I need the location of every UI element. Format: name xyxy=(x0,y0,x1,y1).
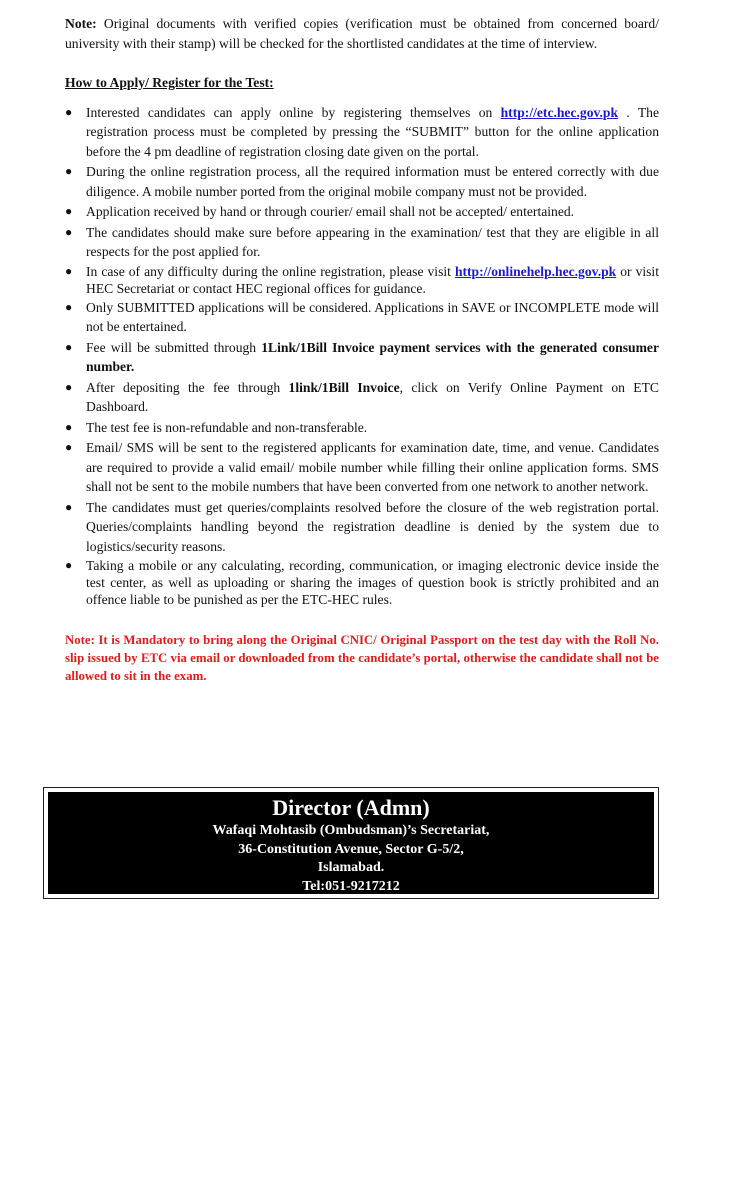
bullet-icon: ● xyxy=(65,299,73,314)
bullet-icon: ● xyxy=(65,499,73,514)
bullet-icon: ● xyxy=(65,379,73,394)
list-item: ● The candidates should make sure before appearing in the examination/ test that they are eligible in all respects for the post applied for. xyxy=(65,224,659,259)
bullet-icon: ● xyxy=(65,164,73,178)
bullet-icon: ● xyxy=(65,204,73,218)
bullet-icon: ● xyxy=(65,224,73,239)
note-label: Note: xyxy=(65,16,97,31)
bullet-icon: ● xyxy=(65,104,73,119)
list-item: ● Application received by hand or through courier/ email shall not be accepted/ entertained. xyxy=(65,202,659,222)
list-item: ● Fee will be submitted through 1Link/1Bill Invoice payment services with the generated consumer number. xyxy=(65,339,659,374)
document-page xyxy=(65,14,659,685)
contact-address: 36-Constitution Avenue, Sector G-5/2, xyxy=(238,841,464,857)
list-item: ● After depositing the fee through 1link/1Bill Invoice, click on Verify Online Payment on ETC Dashboard. xyxy=(65,379,659,414)
how-to-apply-heading: How to Apply/ Register for the Test: xyxy=(65,75,274,90)
list-item: ● In case of any difficulty during the online registration, please visit http://onlinehelp.hec.gov.pk or visit HEC Secretariat or contact HEC regional offices for guidance. xyxy=(65,263,659,296)
list-item: ● Only SUBMITTED applications will be considered. Applications in SAVE or INCOMPLETE mode will not be entertained. xyxy=(65,299,659,334)
contact-phone: Tel:051-9217212 xyxy=(302,878,400,894)
list-item: ● The test fee is non-refundable and non-transferable. xyxy=(65,418,659,438)
list-item: ● Taking a mobile or any calculating, recording, communication, or imaging electronic device inside the test center, as well as uploading or sharing the images of question book is strictly prohibited and an offence liable to be punished as per the ETC-HEC rules. xyxy=(65,558,659,607)
contact-office: Wafaqi Mohtasib (Ombudsman)’s Secretariat, xyxy=(212,823,490,838)
etc-portal-link[interactable]: http://etc.hec.gov.pk xyxy=(500,104,619,120)
verification-note xyxy=(65,14,659,53)
onlinehelp-link[interactable]: http://onlinehelp.hec.gov.pk xyxy=(454,263,617,279)
bullet-icon: ● xyxy=(65,339,73,354)
bullet-icon: ● xyxy=(65,263,73,278)
contact-city: Islamabad. xyxy=(317,860,385,875)
list-item: ● During the online registration process, all the required information must be entered correctly with due diligence. A mobile number ported from the original mobile company must not be provided. xyxy=(65,164,659,199)
note-text: Original documents with verified copies (verification must be obtained from concerned board/ university with their stamp) will be checked for the shortlisted candidates at the time of interview. xyxy=(65,16,659,51)
contact-box xyxy=(43,787,659,899)
list-item: ● Interested candidates can apply online by registering themselves on http://etc.hec.gov.pk . The registration process must be completed by pressing the “SUBMIT” button for the online application before the 4 pm deadline of registration closing date given on the portal. xyxy=(65,104,659,159)
contact-title: Director (Admn) xyxy=(272,795,430,820)
contact-box-inner xyxy=(48,792,654,894)
list-item: ● Email/ SMS will be sent to the registered applicants for examination date, time, and venue. Candidates are required to provide a valid email/ mobile number while filling their online application forms. SMS shall not be sent to the mobile numbers that have been converted from one network to another network. xyxy=(65,440,659,494)
bullet-icon: ● xyxy=(65,558,73,572)
list-item: ● The candidates must get queries/complaints resolved before the closure of the web registration portal. Queries/complaints handling beyond the registration deadline is denied by the system due to logistics/security reasons. xyxy=(65,499,659,554)
bullet-icon: ● xyxy=(65,440,73,454)
mandatory-cnic-note: Note: It is Mandatory to bring along the Original CNIC/ Original Passport on the test day with the Roll No. slip issued by ETC via email or downloaded from the candidate’s portal, otherwise the candidate shall not be allowed to sit in the exam. xyxy=(65,633,659,683)
instructions-list xyxy=(65,103,659,609)
bullet-icon: ● xyxy=(65,419,73,434)
